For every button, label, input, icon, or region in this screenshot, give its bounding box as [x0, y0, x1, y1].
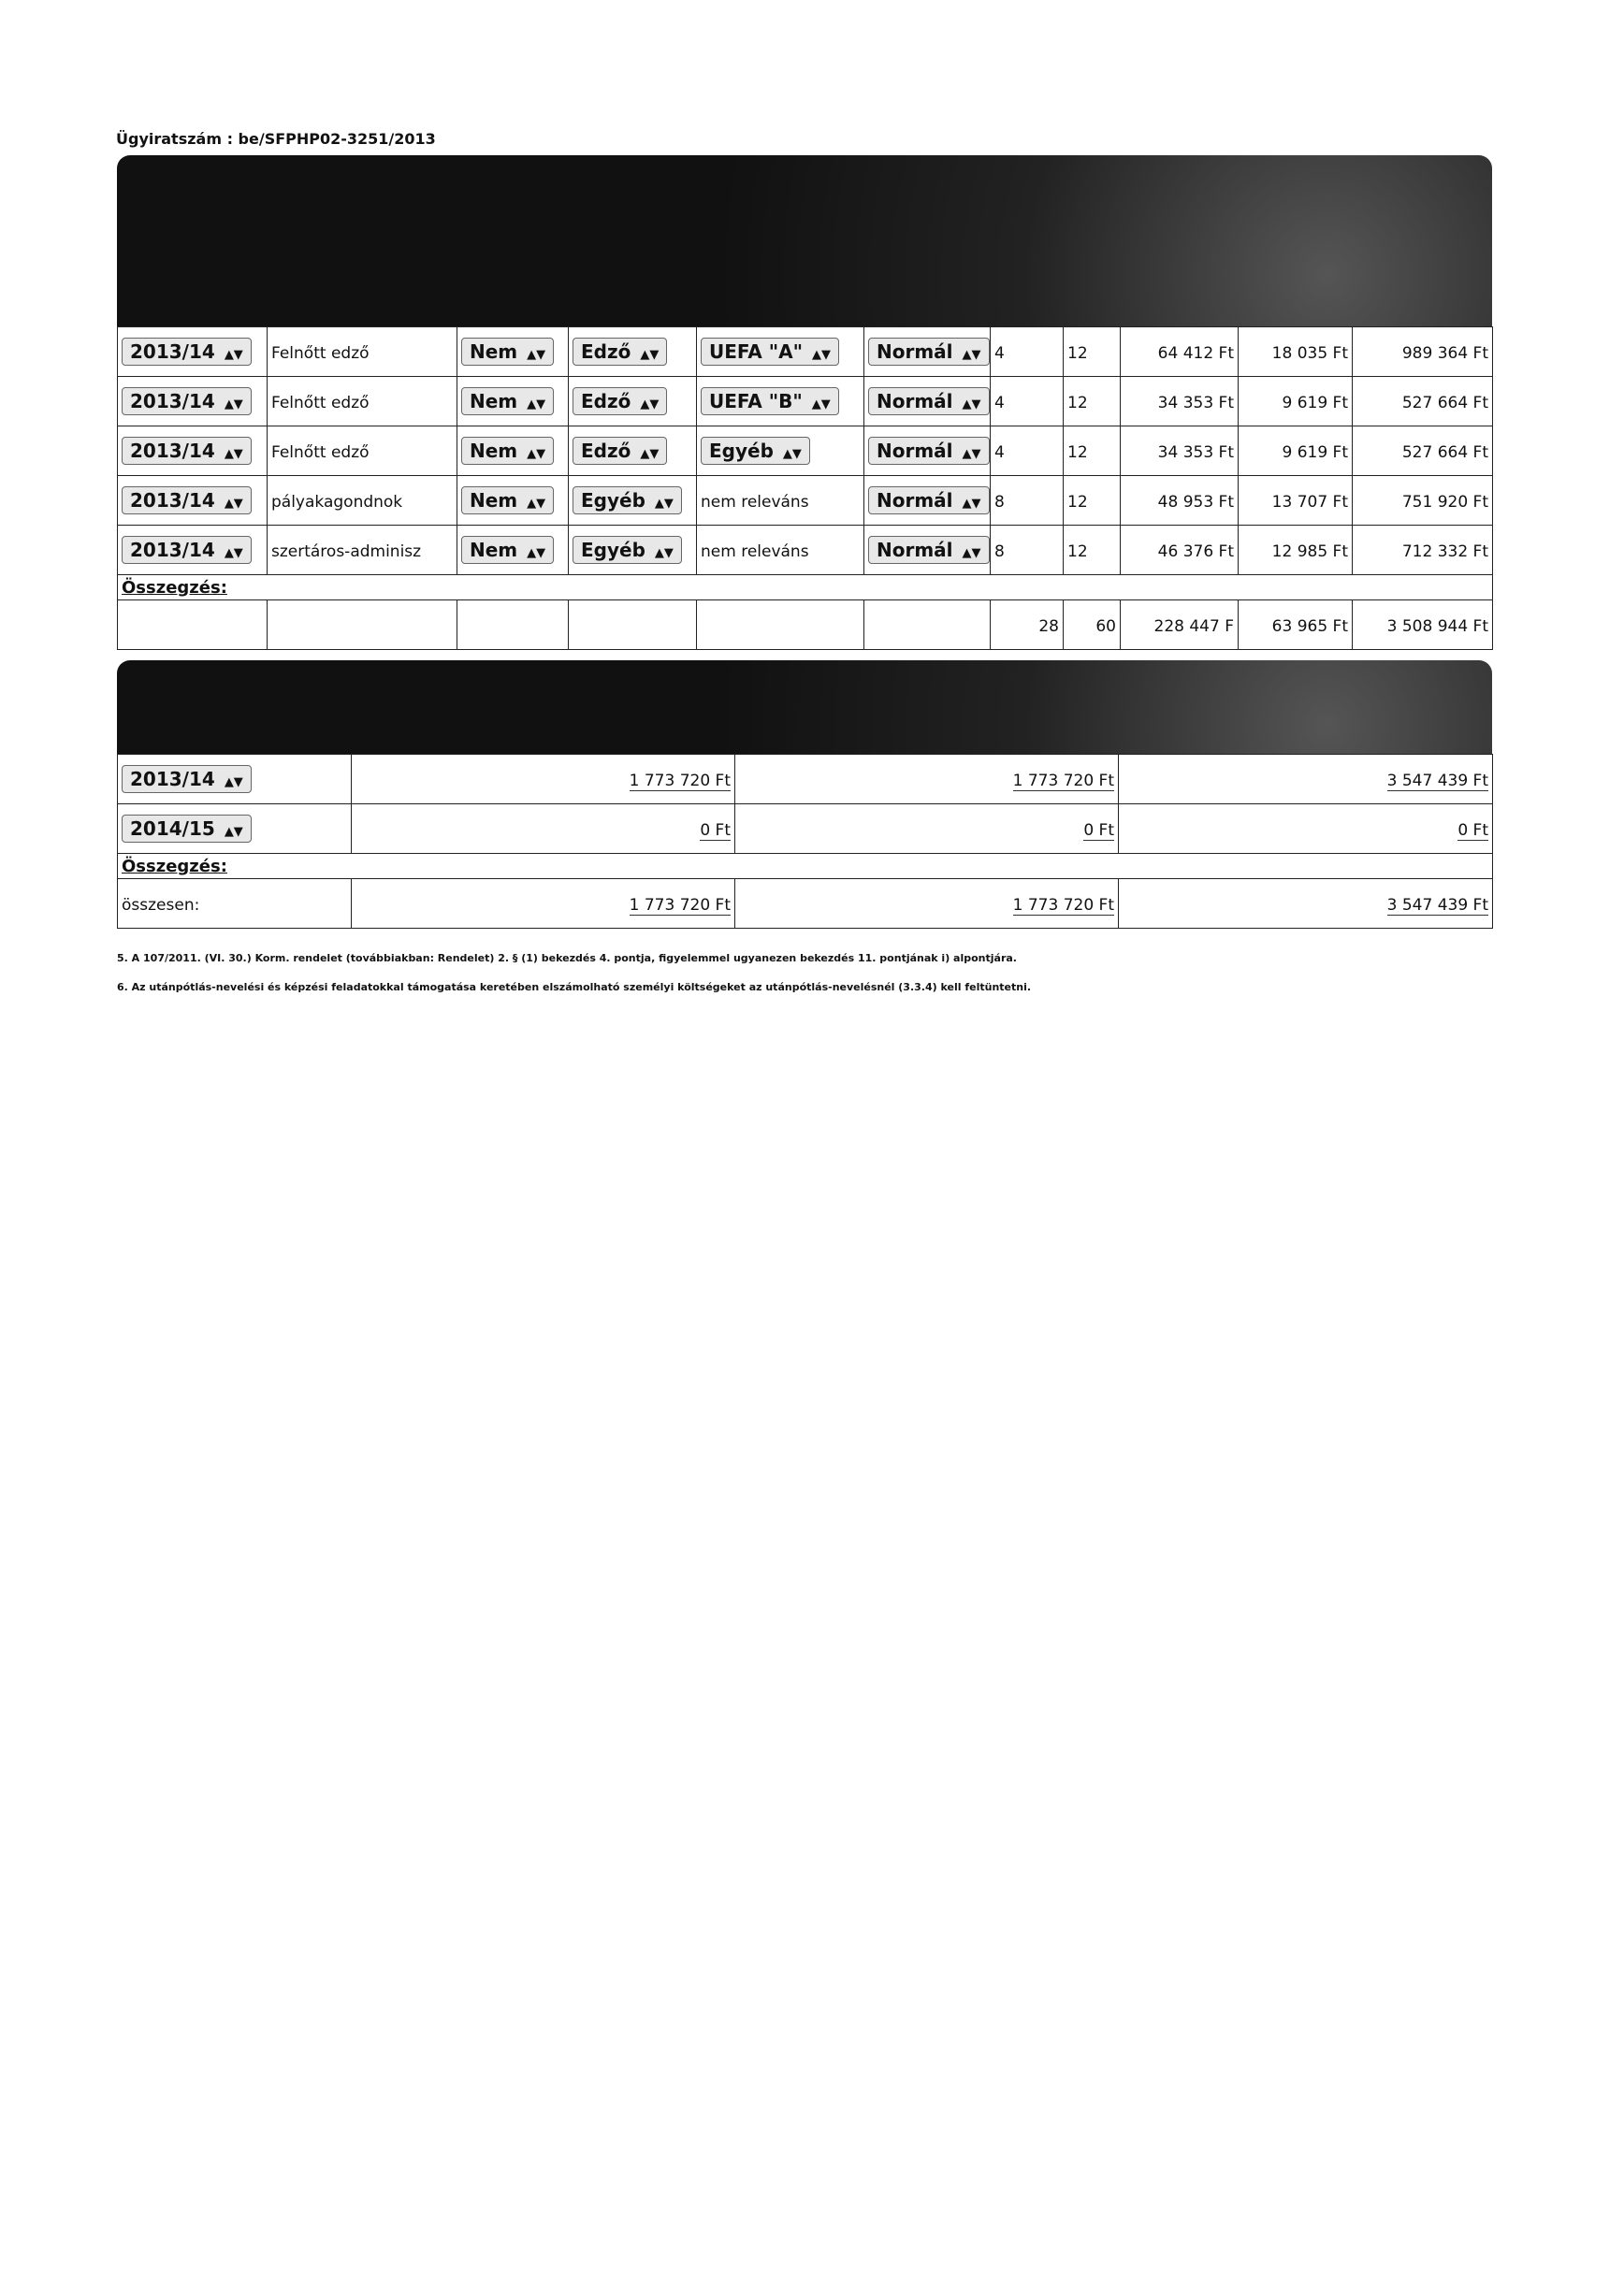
updown-arrow-icon: ▲▼ [962, 397, 981, 412]
qualification-text: nem releváns [701, 542, 809, 561]
updown-arrow-icon: ▲▼ [224, 397, 243, 412]
hours-value: 4 [994, 443, 1005, 462]
personnel-cost-table [117, 326, 1493, 650]
contribution-value: 18 035 Ft [1271, 344, 1348, 363]
total-b: 1 773 720 Ft [1012, 895, 1114, 915]
months-value: 12 [1067, 443, 1088, 462]
qualification-select[interactable]: UEFA "A" ▲▼ [701, 338, 839, 366]
table-row [118, 526, 1493, 575]
updown-arrow-icon: ▲▼ [527, 348, 546, 362]
updown-arrow-icon: ▲▼ [654, 497, 674, 511]
q1-select[interactable]: Nem ▲▼ [461, 387, 554, 415]
position-name: szertáros-adminisz [271, 542, 422, 561]
position-name: Felnőtt edző [271, 344, 370, 363]
contribution-value: 9 619 Ft [1282, 394, 1348, 412]
updown-arrow-icon: ▲▼ [224, 447, 243, 461]
contribution-value: 13 707 Ft [1271, 493, 1348, 512]
updown-arrow-icon: ▲▼ [224, 546, 243, 560]
season-select[interactable]: 2013/14 ▲▼ [122, 536, 252, 564]
amount-b: 1 773 720 Ft [1012, 771, 1114, 790]
updown-arrow-icon: ▲▼ [640, 397, 660, 412]
table2-header [117, 660, 1492, 754]
salary-value: 34 353 Ft [1157, 394, 1234, 412]
type-select[interactable]: Normál ▲▼ [868, 338, 990, 366]
updown-arrow-icon: ▲▼ [527, 447, 546, 461]
hours-value: 8 [994, 542, 1005, 561]
q1-select[interactable]: Nem ▲▼ [461, 486, 554, 514]
hours-value: 4 [994, 344, 1005, 363]
salary-value: 48 953 Ft [1157, 493, 1234, 512]
updown-arrow-icon: ▲▼ [527, 397, 546, 412]
table-row [118, 476, 1493, 526]
season-select[interactable]: 2013/14 ▲▼ [122, 437, 252, 465]
total-value: 527 664 Ft [1401, 394, 1488, 412]
months-value: 12 [1067, 493, 1088, 512]
summary-label: Összegzés: [122, 856, 227, 876]
updown-arrow-icon: ▲▼ [812, 348, 832, 362]
table-row [118, 804, 1493, 854]
table-row [118, 327, 1493, 377]
season-summary-table [117, 754, 1493, 929]
amount-c: 3 547 439 Ft [1386, 771, 1488, 790]
position-name: pályakagondnok [271, 493, 403, 512]
summary-label: Összegzés: [122, 577, 227, 598]
contribution-value: 12 985 Ft [1271, 542, 1348, 561]
q1-select[interactable]: Nem ▲▼ [461, 437, 554, 465]
salary-value: 46 376 Ft [1157, 542, 1234, 561]
updown-arrow-icon: ▲▼ [811, 397, 831, 412]
type-select[interactable]: Normál ▲▼ [868, 437, 990, 465]
hours-value: 8 [994, 493, 1005, 512]
table-row [118, 426, 1493, 476]
summary-row [118, 600, 1493, 650]
summary-label-row [118, 575, 1493, 600]
q2-select[interactable]: Edző ▲▼ [573, 437, 667, 465]
total-value: 989 364 Ft [1401, 344, 1488, 363]
q2-select[interactable]: Edző ▲▼ [573, 387, 667, 415]
months-value: 12 [1067, 542, 1088, 561]
total-label: összesen: [122, 896, 200, 915]
updown-arrow-icon: ▲▼ [640, 447, 660, 461]
season-select[interactable]: 2013/14 ▲▼ [122, 765, 252, 793]
updown-arrow-icon: ▲▼ [224, 497, 243, 511]
hours-value: 4 [994, 394, 1005, 412]
summary-row [118, 879, 1493, 929]
case-number: Ügyiratszám : be/SFPHP02-3251/2013 [116, 130, 436, 148]
updown-arrow-icon: ▲▼ [782, 447, 802, 461]
q2-select[interactable]: Egyéb ▲▼ [573, 536, 682, 564]
type-select[interactable]: Normál ▲▼ [868, 486, 990, 514]
total-value: 712 332 Ft [1401, 542, 1488, 561]
q1-select[interactable]: Nem ▲▼ [461, 338, 554, 366]
updown-arrow-icon: ▲▼ [527, 497, 546, 511]
season-select[interactable]: 2013/14 ▲▼ [122, 387, 252, 415]
total-contribution: 63 965 Ft [1271, 617, 1348, 636]
total-hours: 28 [1038, 617, 1059, 636]
position-name: Felnőtt edző [271, 394, 370, 412]
footnote-6: 6. Az utánpótlás-nevelési és képzési feladatokkal támogatása keretében elszámolható személyi költségeket az utánpótlás-nevelésnél (3.3.4) kell feltüntetni. [117, 981, 1032, 993]
footnote-5: 5. A 107/2011. (VI. 30.) Korm. rendelet (továbbiakban: Rendelet) 2. § (1) bekezdés 4. pontja, figyelemmel ugyanezen bekezdés 11. pontjának i) alpontjára. [117, 952, 1017, 964]
updown-arrow-icon: ▲▼ [962, 497, 981, 511]
updown-arrow-icon: ▲▼ [654, 546, 674, 560]
q2-select[interactable]: Edző ▲▼ [573, 338, 667, 366]
total-value: 527 664 Ft [1401, 443, 1488, 462]
summary-label-row [118, 854, 1493, 879]
updown-arrow-icon: ▲▼ [962, 546, 981, 560]
total-salary: 228 447 F [1153, 617, 1234, 636]
total-c: 3 547 439 Ft [1386, 895, 1488, 915]
updown-arrow-icon: ▲▼ [224, 775, 243, 789]
amount-b: 0 Ft [1083, 820, 1114, 840]
type-select[interactable]: Normál ▲▼ [868, 387, 990, 415]
total-a: 1 773 720 Ft [629, 895, 731, 915]
position-name: Felnőtt edző [271, 443, 370, 462]
qualification-select[interactable]: UEFA "B" ▲▼ [701, 387, 839, 415]
total-months: 60 [1095, 617, 1116, 636]
updown-arrow-icon: ▲▼ [527, 546, 546, 560]
months-value: 12 [1067, 344, 1088, 363]
season-select[interactable]: 2013/14 ▲▼ [122, 486, 252, 514]
updown-arrow-icon: ▲▼ [962, 447, 981, 461]
type-select[interactable]: Normál ▲▼ [868, 536, 990, 564]
table1-header [117, 155, 1492, 326]
amount-a: 0 Ft [700, 820, 731, 840]
updown-arrow-icon: ▲▼ [224, 825, 243, 839]
q2-select[interactable]: Egyéb ▲▼ [573, 486, 682, 514]
contribution-value: 9 619 Ft [1282, 443, 1348, 462]
updown-arrow-icon: ▲▼ [224, 348, 243, 362]
grand-total: 3 508 944 Ft [1386, 617, 1488, 636]
amount-c: 0 Ft [1457, 820, 1488, 840]
amount-a: 1 773 720 Ft [629, 771, 731, 790]
salary-value: 34 353 Ft [1157, 443, 1234, 462]
qualification-select[interactable]: Egyéb ▲▼ [701, 437, 810, 465]
q1-select[interactable]: Nem ▲▼ [461, 536, 554, 564]
qualification-text: nem releváns [701, 493, 809, 512]
months-value: 12 [1067, 394, 1088, 412]
updown-arrow-icon: ▲▼ [962, 348, 981, 362]
table-row [118, 755, 1493, 804]
salary-value: 64 412 Ft [1157, 344, 1234, 363]
total-value: 751 920 Ft [1401, 493, 1488, 512]
season-select[interactable]: 2013/14 ▲▼ [122, 338, 252, 366]
season-select[interactable]: 2014/15 ▲▼ [122, 815, 252, 843]
table-row [118, 377, 1493, 426]
updown-arrow-icon: ▲▼ [640, 348, 660, 362]
